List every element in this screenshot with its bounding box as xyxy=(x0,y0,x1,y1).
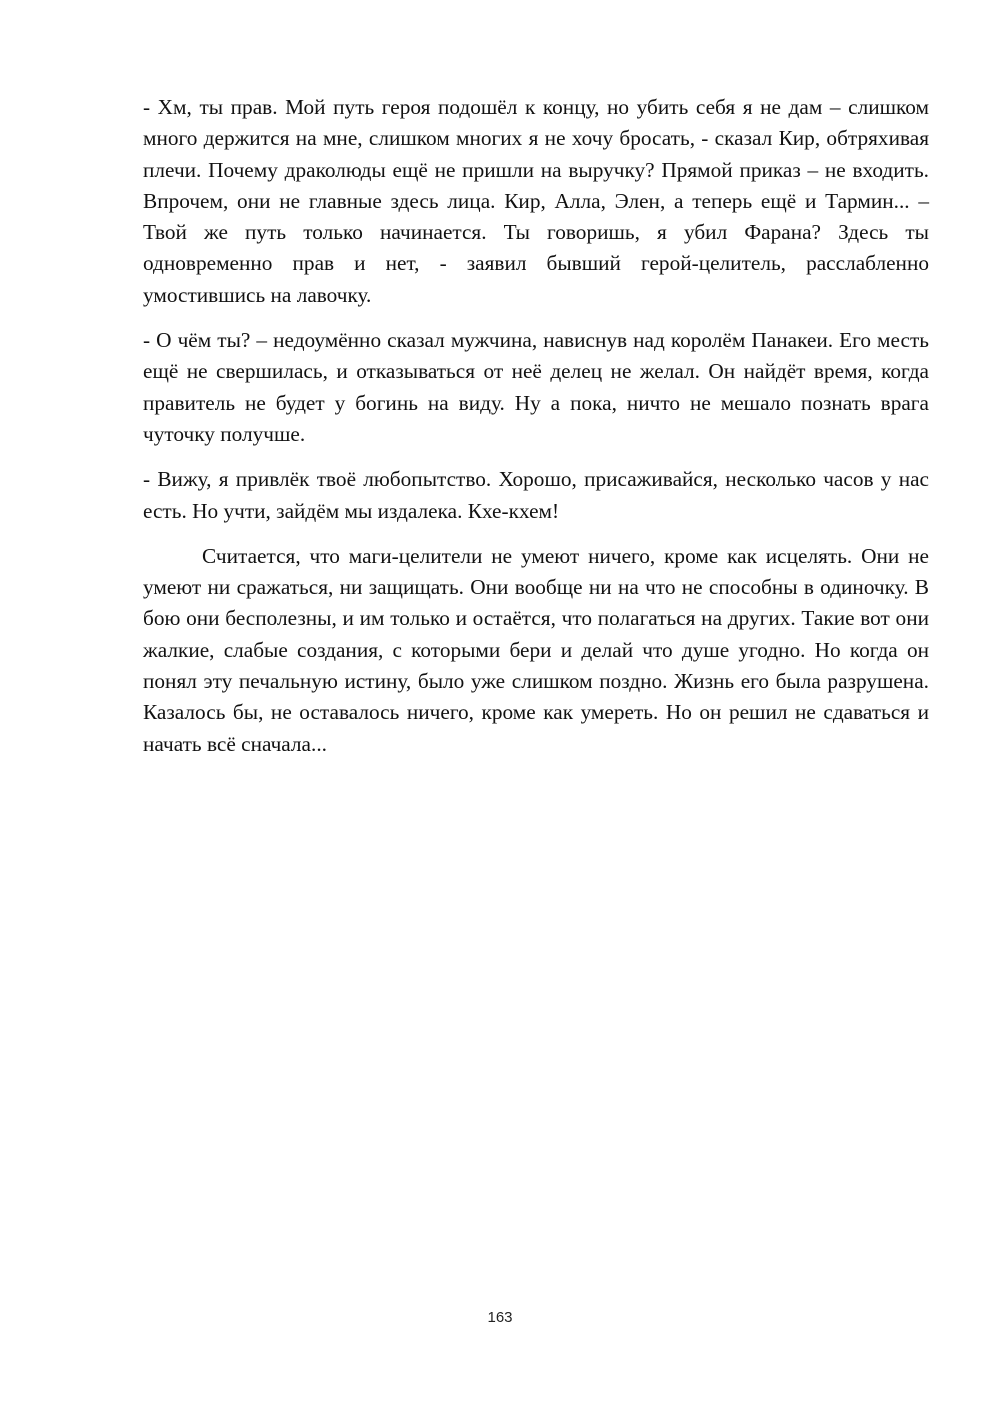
paragraph-4: Считается, что маги-целители не умеют ничего, кроме как исцелять. Они не умеют ни сражаться, ни защищать. Они вообще ни на что не способны в одиночку. В бою они бесполезны, и им только и остаётся, что полагаться на других. Такие вот они жалкие, слабые создания, с которыми бери и делай что душе угодно. Но когда он понял эту печальную истину, было уже слишком поздно. Жизнь его была разрушена. Казалось бы, не оставалось ничего, кроме как умереть. Но он решил не сдаваться и начать всё сначала... xyxy=(143,543,929,756)
paragraph-1: - Хм, ты прав. Мой путь героя подошёл к концу, но убить себя я не дам – слишком много держится на мне, слишком многих я не хочу бросать, - сказал Кир, обтряхивая плечи. Почему драколюды ещё не пришли на выручку? Прямой приказ – не входить. Впрочем, они не главные здесь лица. Кир, Алла, Элен, а теперь ещё и Тармин... – Твой же путь только начинается. Ты говоришь, я убил Фарана? Здесь ты одновременно прав и нет, - заявил бывший герой-целитель, расслабленно умостившись на лавочку. xyxy=(143,95,929,307)
paragraph-2: - О чём ты? – недоумённо сказал мужчина, нависнув над королём Панакеи. Его месть ещё не свершилась, и отказываться от неё делец не желал. Он найдёт время, когда правитель не будет у богинь на виду. Ну а пока, ничто не мешало познать врага чуточку получше. xyxy=(143,328,929,446)
paragraph-3: - Вижу, я привлёк твоё любопытство. Хорошо, присаживайся, несколько часов у нас есть. Но учти, зайдём мы издалека. Кхе-кхем! xyxy=(143,467,929,523)
body-text xyxy=(143,92,929,774)
page-number: 163 xyxy=(487,1309,513,1326)
